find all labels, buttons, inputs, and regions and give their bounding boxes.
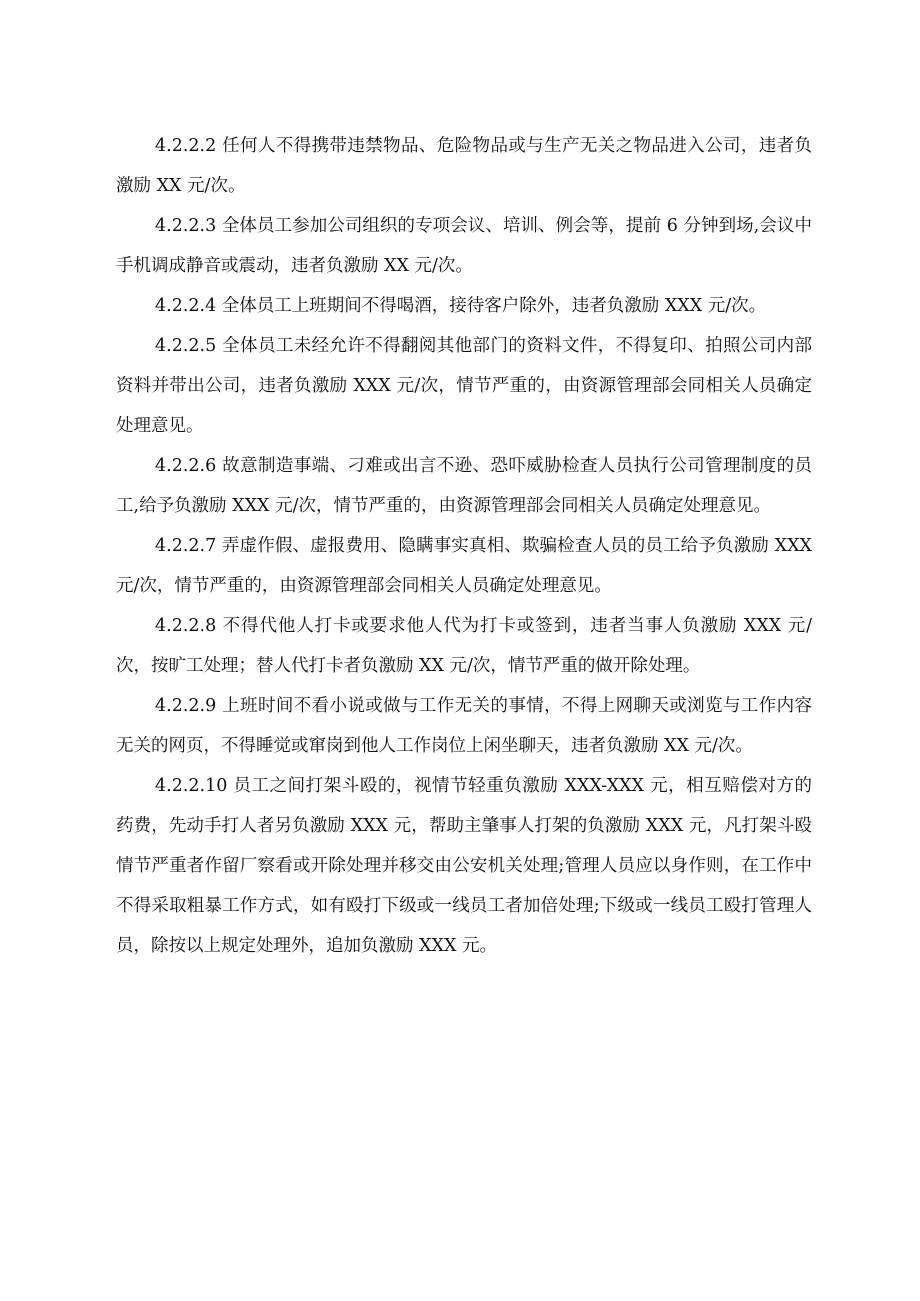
paragraph-4-2-2-4: 4.2.2.4 全体员工上班期间不得喝酒，接待客户除外，违者负激励 XXX 元/次。 [155, 296, 767, 316]
paragraph-4-2-2-7: 4.2.2.7 弄虚作假、虚报费用、隐瞒事实真相、欺骗检查人员的员工给予负激励 XXX 元/次，情节严重的，由资源管理部会同相关人员确定处理意见。 [116, 536, 812, 596]
paragraph-4-2-2-8: 4.2.2.8 不得代他人打卡或要求他人代为打卡或签到，违者当事人负激励 XXX 元/次，按旷工处理；替人代打卡者负激励 XX 元/次，情节严重的做开除处理。 [116, 616, 812, 676]
paragraph-4-2-2-10: 4.2.2.10 员工之间打架斗殴的，视情节轻重负激励 XXX-XXX 元，相互赔偿对方的药费，先动手打人者另负激励 XXX 元，帮助主肇事人打架的负激励 XXX 元，凡打架斗殴情节严重者作留厂察看或开除处理并移交由公安机关处理;管理人员应以身作则，在工作中不得采取粗暴工作方式，如有殴打下级或一线员工者加倍处理;下级或一线员工殴打管理人员，除按以上规定处理外，追加负激励 XXX 元。 [116, 776, 812, 956]
paragraph-4-2-2-5: 4.2.2.5 全体员工未经允许不得翻阅其他部门的资料文件，不得复印、拍照公司内部资料并带出公司，违者负激励 XXX 元/次，情节严重的，由资源管理部会同相关人员确定处理意见。 [116, 336, 812, 436]
paragraph-4-2-2-3: 4.2.2.3 全体员工参加公司组织的专项会议、培训、例会等，提前 6 分钟到场,会议中手机调成静音或震动，违者负激励 XX 元/次。 [116, 216, 812, 276]
paragraph-4-2-2-9: 4.2.2.9 上班时间不看小说或做与工作无关的事情，不得上网聊天或浏览与工作内容无关的网页，不得睡觉或窜岗到他人工作岗位上闲坐聊天，违者负激励 XX 元/次。 [116, 696, 812, 756]
paragraph-4-2-2-6: 4.2.2.6 故意制造事端、刁难或出言不逊、恐吓威胁检查人员执行公司管理制度的员工,给予负激励 XXX 元/次，情节严重的，由资源管理部会同相关人员确定处理意见。 [116, 456, 812, 516]
document-body [116, 126, 812, 966]
paragraph-4-2-2-2: 4.2.2.2 任何人不得携带违禁物品、危险物品或与生产无关之物品进入公司，违者负激励 XX 元/次。 [116, 136, 812, 196]
